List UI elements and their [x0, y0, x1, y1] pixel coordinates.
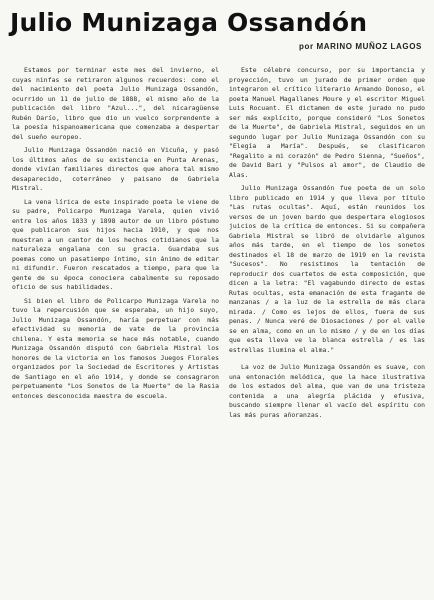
- paragraph: Este célebre concurso, por su importancia y proyección, tuvo un jurado de primer orden que integraron el crítico literario Armando Donoso, el poeta Manuel Magallanes Moure y el escritor Miguel Luis Rocuant. El dictamen de este jurado no pudo ser más explícito, porque consideró "Los Sonetos de la Muerte", de Gabriela Mistral, seguidos en un segundo lugar por Julio Munizaga Ossandón con su "Elegía a María". Después, se clasificaron "Regalito a mi corazón" de Pedro Sienna, "Sueños", de David Bari y "Pulsos al amor", de Claudio de Alas.: [229, 66, 425, 179]
- paragraph: La voz de Julio Munizaga Ossandón es suave, con una entonación melódica, que la hace ilustrativa de los estados del alma, que van de una tristeza contenida a una alegría plácida y efusiva, buscando siempre llenar el vacío del espíritu con las más puras añoranzas.: [229, 363, 425, 419]
- article-byline: por MARINO MUÑOZ LAGOS: [299, 42, 422, 51]
- paragraph: La vena lírica de este inspirado poeta le viene de su padre, Policarpo Munizaga Varela, quien vivió entre los años 1833 y 1898 autor de un libro póstumo que publicaron sus hijos hacia 1910, y que nos muestran a un cantor de los hechos cotidianos que la naturaleza engalana con su gracia. Guardaba sus poemas como un pasatiempo íntimo, sin ánimo de editar ni difundir. Fueron rescatados a tiempo, para que la gente de su época conociera cabalmente su reposado oficio de sus habilidades.: [12, 197, 219, 291]
- paragraph: Si bien el libro de Policarpo Munizaga Varela no tuvo la repercusión que se esperaba, un hijo suyo, Julio Munizaga Ossandón, haría perpetuar con más efectividad su memoria de vate de la provincia chilena. Y esta memoria se hace más notable, cuando Munizaga Ossandón disputó con Gabriela Mistral los honores de la victoria en los famosos Juegos Florales organizados por la Sociedad de Escritores y Artistas de Santiago en el año 1914, y donde se consagraron perpetuamente "Los Sonetos de la Muerte" de la Rasia entonces desconocida maestra de escuela.: [12, 296, 219, 400]
- right-column: [229, 66, 425, 586]
- paragraph: Julio Munizaga Ossandón nació en Vicuña, y pasó los últimos años de su existencia en Punta Arenas, donde vivían familiares directos que ahora tal mismo desaparecido, coterráneo y paisano de Gabriela Mistral.: [12, 146, 219, 192]
- paragraph: Julio Munizaga Ossandón fue poeta de un solo libro publicado en 1914 y que lleva por título "Las rutas ocultas". Aquí, están reunidos los versos de un joven bardo que despertara elogiosos juicios de la crítica de entonces. Si su compañera Gabriela Mistral se libró de olvidarle algunos años más tarde, en el tiempo de los sonetos destinados el 18 de marzo de 1919 en la revista "Sucesos". No resistimos la tentación de reproducir dos cuartetos de esta composición, que dicen a la letra: "El vagabundo directo de estas Rutas ocultas, esta emanación de esta fragante de manzanas / a la luz de la estrella de más clara mirada. / Como es lejos de ellos, fuera de sus penas. / Nunca veré de Diosaciones / por el valle se en alma, como en un lo mismo / y de en los días que esta lleva ve la blanca estrella / es las estrellas ilumina el alma.": [229, 184, 425, 354]
- left-column: [12, 66, 219, 586]
- article-title: Julio Munizaga Ossandón: [10, 8, 368, 37]
- paragraph: Estamos por terminar este mes del invierno, el cuyas ninfas se retiraron algunos recuerdos: como el del nacimiento del poeta Julio Munizaga Ossandón, ocurrido un 11 de julio de 1888, el mismo año de la publicación del libro "Azul...", del nicaragüense Rubén Darío, libro que dio un vuelco sorprendente a la poesía hispanoamericana que comenzaba a despertar del sueño europeo.: [12, 66, 219, 141]
